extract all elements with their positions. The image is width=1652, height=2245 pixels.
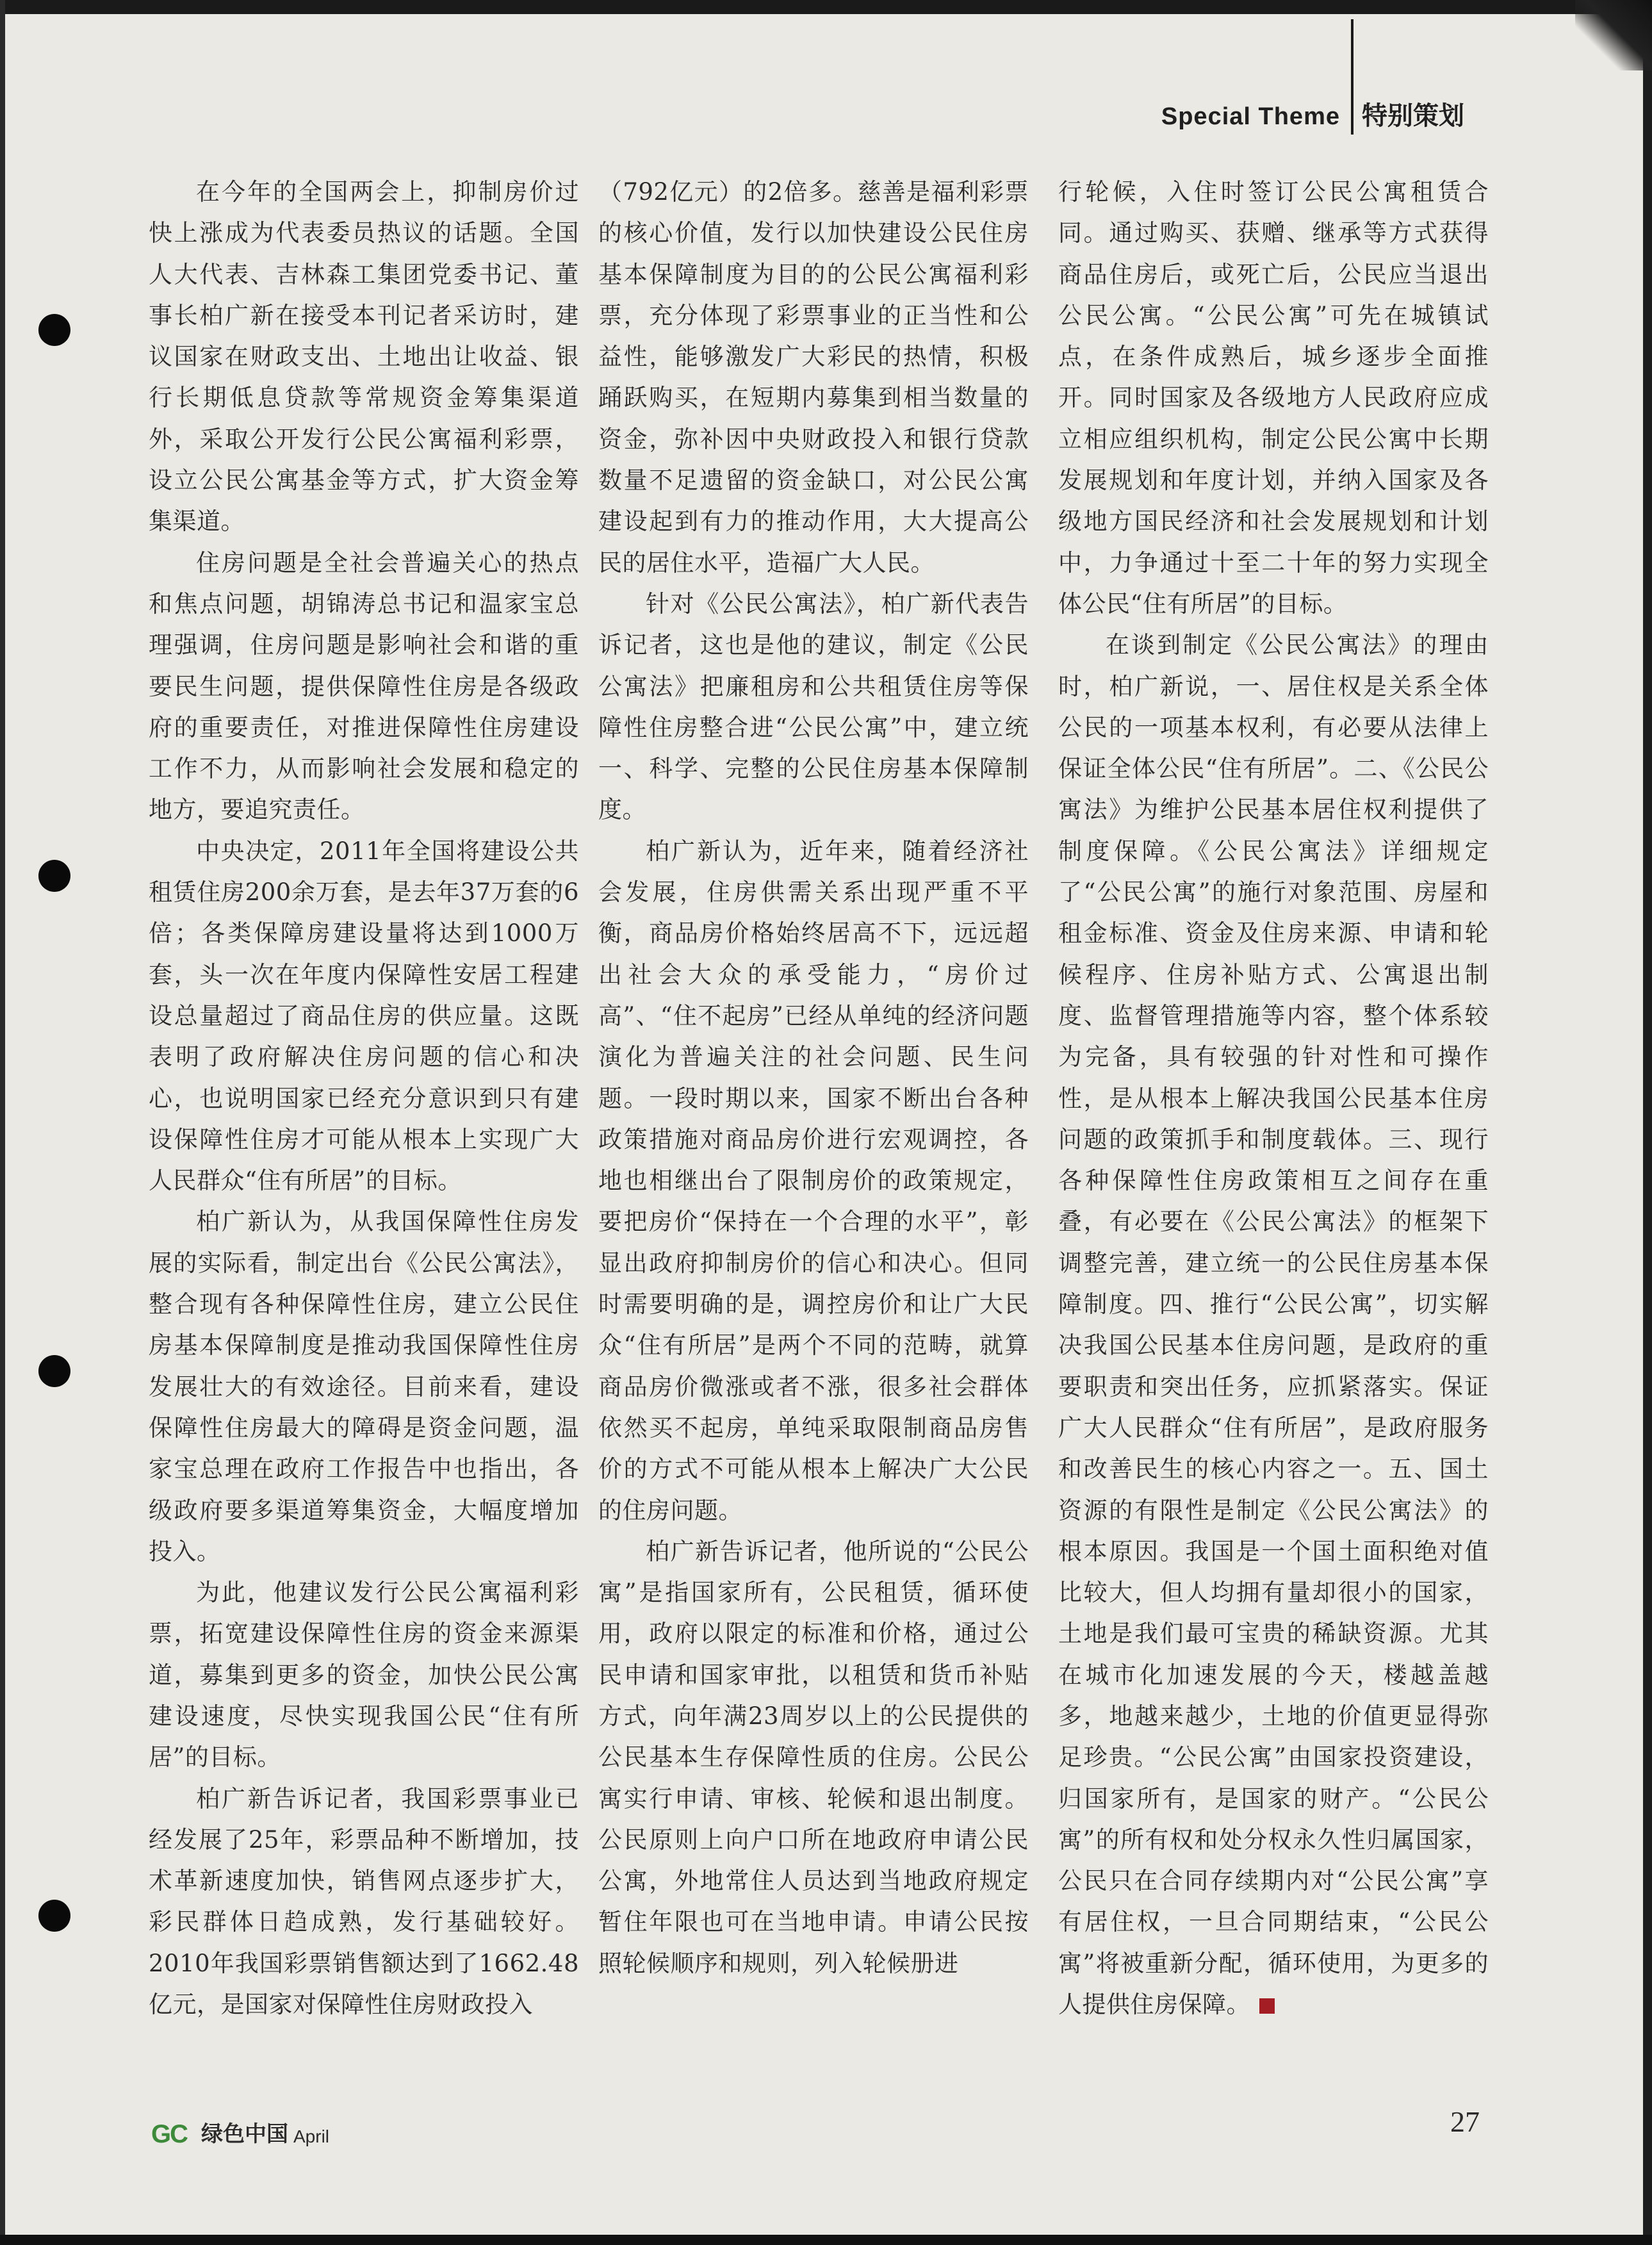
magazine-logo: GC	[151, 2120, 187, 2148]
paragraph: 中央决定，2011年全国将建设公共租赁住房200余万套，是去年37万套的6倍；各类保障房建设量将达到1000万套，头一次在年度内保障性安居工程建设总量超过了商品住房的供应量。这既表明了政府解决住房问题的信心和决心，也说明国家已经充分意识到只有建设保障性住房才可能从根本上实现广大人民群众“住有所居”的目标。	[149, 837, 579, 1195]
paragraph-continued: 行轮候，入住时签订公民公寓租赁合同。通过购买、获赠、继承等方式获得商品住房后，或死亡后，公民应当退出公民公寓。“公民公寓”可先在城镇试点，在条件成熟后，城乡逐步全面推开。同时国家及各级地方人民政府应成立相应组织机构，制定公民公寓中长期发展规划和年度计划，并纳入国家及各级地方国民经济和社会发展规划和计划中，力争通过十至二十年的努力实现全体公民“住有所居”的目标。	[1058, 178, 1489, 618]
paragraph: 为此，他建议发行公民公寓福利彩票，拓宽建设保障性住房的资金来源渠道，募集到更多的资金，加快公民公寓建设速度，尽快实现我国公民“住有所居”的目标。	[149, 1579, 579, 1772]
article-column-3	[1058, 172, 1489, 2025]
paragraph-final	[1058, 625, 1489, 2025]
header-divider	[1351, 19, 1353, 135]
binder-hole-icon	[38, 1355, 70, 1387]
paragraph: 针对《公民公寓法》，柏广新代表告诉记者，这也是他的建议，制定《公民公寓法》把廉租房和公共租赁住房等保障性住房整合进“公民公寓”中，建立统一、科学、完整的公民住房基本保障制度。	[598, 589, 1029, 824]
magazine-name: 绿色中国	[201, 2121, 288, 2147]
binder-hole-icon	[38, 860, 70, 892]
binder-hole-icon	[38, 314, 70, 346]
section-title-cn: 特别策划	[1362, 101, 1464, 131]
scan-edge-bottom	[0, 2235, 1652, 2245]
paragraph: 在今年的全国两会上，抑制房价过快上涨成为代表委员热议的话题。全国人大代表、吉林森工集团党委书记、董事长柏广新在接受本刊记者采访时，建议国家在财政支出、土地出让收益、银行长期低息贷款等常规资金筹集渠道外，采取公开发行公民公寓福利彩票，设立公民公寓基金等方式，扩大资金筹集渠道。	[149, 178, 579, 536]
article-column-2	[598, 172, 1029, 1984]
scan-edge-left	[0, 0, 5, 2245]
paragraph: 柏广新告诉记者，他所说的“公民公寓”是指国家所有，公民租赁，循环使用，政府以限定的标准和价格，通过公民申请和国家审批，以租赁和货币补贴方式，向年满23周岁以上的公民提供的公民基本生存保障性质的住房。公民公寓实行申请、审核、轮候和退出制度。公民原则上向户口所在地政府申请公民公寓，外地常住人员达到当地政府规定暂住年限也可在当地申请。申请公民按照轮候顺序和规则，列入轮候册进	[598, 1537, 1029, 1977]
paragraph: 柏广新告诉记者，我国彩票事业已经发展了25年，彩票品种不断增加，技术革新速度加快，销售网点逐步扩大，彩民群体日趋成熟，发行基础较好。2010年我国彩票销售额达到了1662.48亿元，是国家对保障性住房财政投入	[149, 1784, 579, 2019]
paragraph: 住房问题是全社会普遍关心的热点和焦点问题，胡锦涛总书记和温家宝总理强调，住房问题是影响社会和谐的重要民生问题，提供保障性住房是各级政府的重要责任，对推进保障性住房建设工作不力，从而影响社会发展和稳定的地方，要追究责任。	[149, 548, 579, 824]
paragraph-continued: （792亿元）的2倍多。慈善是福利彩票的核心价值，发行以加快建设公民住房基本保障制度为目的的公民公寓福利彩票，充分体现了彩票事业的正当性和公益性，能够激发广大彩民的热情，积极踊跃购买，在短期内募集到相当数量的资金，弥补因中央财政投入和银行贷款数量不足遗留的资金缺口，对公民公寓建设起到有力的推动作用，大大提高公民的居住水平，造福广大人民。	[598, 178, 1029, 577]
paragraph-text: 在谈到制定《公民公寓法》的理由时，柏广新说，一、居住权是关系全体公民的一项基本权利，有必要从法律上保证全体公民“住有所居”。二、《公民公寓法》为维护公民基本居住权利提供了制度保障。《公民公寓法》详细规定了“公民公寓”的施行对象范围、房屋和租金标准、资金及住房来源、申请和轮候程序、住房补贴方式、公寓退出制度、监督管理措施等内容，整个体系较为完备，具有较强的针对性和可操作性，是从根本上解决我国公民基本住房问题的政策抓手和制度载体。三、现行各种保障性住房政策相互之间存在重叠，有必要在《公民公寓法》的框架下调整完善，建立统一的公民住房基本保障制度。四、推行“公民公寓”，切实解决我国公民基本住房问题，是政府的重要职责和突出任务，应抓紧落实。保证广大人民群众“住有所居”，是政府服务和改善民生的核心内容之一。五、国土资源的有限性是制定《公民公寓法》的根本原因。我国是一个国土面积绝对值比较大，但人均拥有量却很小的国家，土地是我们最可宝贵的稀缺资源。尤其在城市化加速发展的今天，楼越盖越多，地越来越少，土地的价值更显得弥足珍贵。“公民公寓”由国家投资建设，归国家所有，是国家的财产。“公民公寓”的所有权和处分权永久性归属国家，公民只在合同存续期内对“公民公寓”享有居住权，一旦合同期结束，“公民公寓”将被重新分配，循环使用，为更多的人提供住房保障。	[1058, 631, 1489, 2019]
issue-month: April	[293, 2126, 330, 2146]
paragraph: 柏广新认为，从我国保障性住房发展的实际看，制定出台《公民公寓法》，整合现有各种保障性住房，建立公民住房基本保障制度是推动我国保障性住房发展壮大的有效途径。目前来看，建设保障性住房最大的障碍是资金问题，温家宝总理在政府工作报告中也指出，各级政府要多渠道筹集资金，大幅度增加投入。	[149, 1208, 579, 1565]
section-title-en: Special Theme	[1161, 103, 1340, 130]
scan-edge-top	[0, 0, 1652, 14]
page-corner-fold	[1575, 0, 1652, 70]
end-mark-icon	[1259, 1998, 1275, 2014]
paragraph: 柏广新认为，近年来，随着经济社会发展，住房供需关系出现严重不平衡，商品房价格始终居高不下，远远超出社会大众的承受能力，“房价过高”、“住不起房”已经从单纯的经济问题演化为普遍关注的社会问题、民生问题。一段时期以来，国家不断出台各种政策措施对商品房价进行宏观调控，各地也相继出台了限制房价的政策规定，要把房价“保持在一个合理的水平”，彰显出政府抑制房价的信心和决心。但同时需要明确的是，调控房价和让广大民众“住有所居”是两个不同的范畴，就算商品房价微涨或者不涨，很多社会群体依然买不起房，单纯采取限制商品房售价的方式不可能从根本上解决广大公民的住房问题。	[598, 837, 1029, 1524]
scan-edge-right	[1643, 0, 1652, 2245]
article-column-1	[149, 172, 579, 2025]
binder-hole-icon	[38, 1900, 70, 1932]
page-number: 27	[1450, 2105, 1480, 2138]
